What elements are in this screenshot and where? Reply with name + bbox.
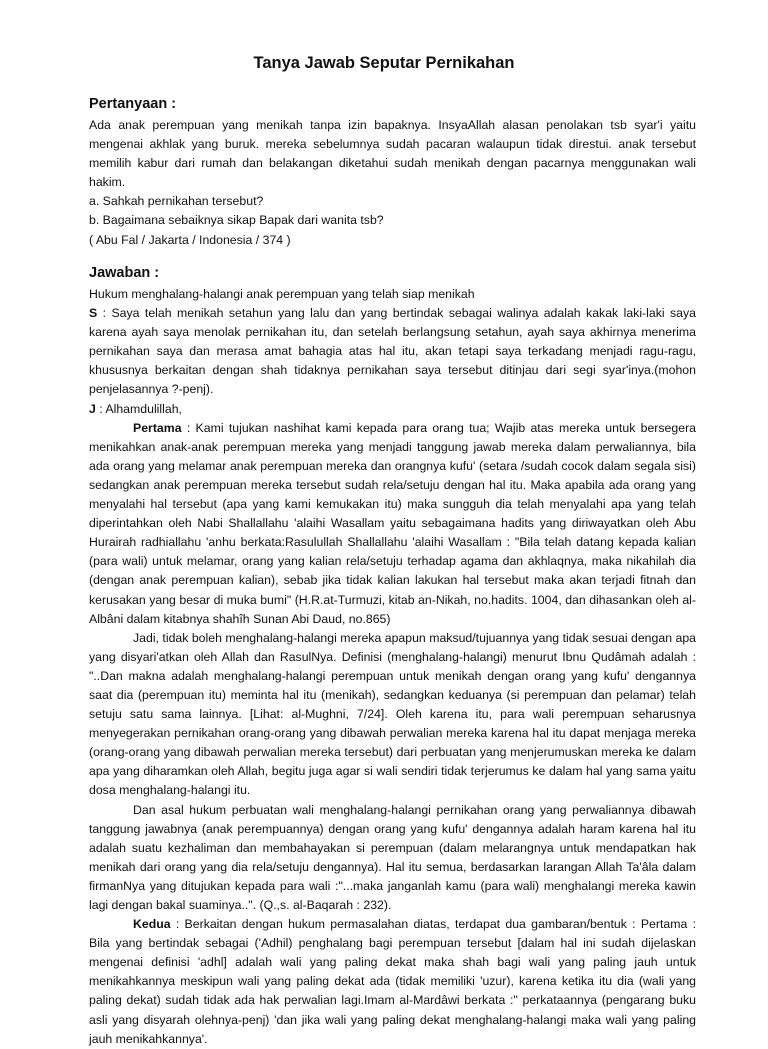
s-label: S <box>89 306 98 321</box>
answer-heading: Jawaban : <box>89 265 160 281</box>
question-sender: ( Abu Fal / Jakarta / Indonesia / 374 ) <box>89 232 291 247</box>
pertama-paragraph <box>89 419 696 629</box>
answer-section <box>89 285 696 1049</box>
asal-hukum-paragraph: Dan asal hukum perbuatan wali menghalang-halangi pernikahan orang yang perwaliannya dibawah tanggung jawabnya (anak perempuannya) dengan orang yang kufu' dengannya adalah haram karena hal itu adalah suatu kezhaliman dan membahayakan si perempuan (dalam melarangnya untuk mendapatkan hak menikah dari orang yang dia rela/setuju dengannya). Hal itu semua, berdasarkan larangan Allah Ta'âla dalam firmanNya yang ditujukan kepada para wali :"...maka janganlah kamu (para wali) menghalangi mereka kawin lagi dengan bakal suaminya..". (Q.,s. al-Baqarah : 232). <box>89 802 696 912</box>
j-text: : Alhamdulillah, <box>95 401 182 416</box>
answer-reply-paragraph <box>89 400 696 419</box>
answer-question-paragraph <box>89 304 696 399</box>
pertama-label: Pertama <box>133 420 182 435</box>
answer-subtitle: Hukum menghalang-halangi anak perempuan yang telah siap menikah <box>89 287 475 301</box>
kedua-label: Kedua <box>133 917 171 932</box>
question-section <box>89 116 696 250</box>
document-title: Tanya Jawab Seputar Pernikahan <box>253 54 515 72</box>
question-heading: Pertanyaan : <box>89 96 177 112</box>
question-item-a: a. Sahkah pernikahan tersebut? <box>89 194 264 209</box>
kedua-paragraph <box>89 915 696 1049</box>
pertama-text: : Kami tujukan nashihat kami kepada para orang tua; Wajib atas mereka untuk bersegera menikahkan anak-anak perempuan mereka yang menjadi tanggung jawab mereka dalam perwaliannya, bila ada orang yang melamar anak perempuan mereka dan orangnya kufu' (setara /sudah cocok dalam segala sisi) sedangkan anak perempuan mereka tersebut sudah rela/setuju dengan hal itu. Maka apabila ada orang yang menyalahi hal tersebut (apa yang kami kemukakan itu) maka sungguh dia telah menyalahi apa yang telah diperintahkan oleh Nabi Shallallahu 'alaihi Wasallam yaitu sebagaimana hadits yang diriwayatkan oleh Abu Hurairah radhiallahu 'anhu berkata:Rasulullah Shallallahu 'alaihi Wasallam : "Bila telah datang kepada kalian (para wali) untuk melamar, orang yang kalian rela/setuju terhadap agama dan akhlaqnya, maka nikahilah dia (dengan anak perempuan kalian), sebab jika tidak kalian lakukan hal tersebut maka akan terjadi fitnah dan kerusakan yang besar di muka bumi" (H.R.at-Turmuzi, kitab an-Nikah, no.hadits. 1004, dan dihasankan oleh al-Albâni dalam kitabnya shahîh Sunan Abi Daud, no.865) <box>89 420 696 626</box>
j-label: J <box>89 401 96 416</box>
s-text: : Saya telah menikah setahun yang lalu dan yang bertindak sebagai walinya adalah kakak laki-laki saya karena ayah saya menolak pernikahan itu, dan setelah berlangsung setahun, ayah saya akhirnya menerima pernikahan saya dan merasa amat bahagia atas hal itu, akan tetapi saya terkadang menjadi ragu-ragu, khususnya berkaitan dengan shah tidaknya pernikahan saya tersebut ditinjau dari segi syar'inya.(mohon penjelasannya ?-penj). <box>89 306 696 397</box>
jadi-paragraph: Jadi, tidak boleh menghalang-halangi mereka apapun maksud/tujuannya yang tidak sesuai dengan apa yang disyari'atkan oleh Allah dan RasulNya. Definisi (menghalang-halangi) menurut Ibnu Qudâmah adalah : "..Dan makna adalah menghalang-halangi perempuan untuk menikah dengan orang yang kufu' dengannya saat dia (perempuan itu) meminta hal itu (menikah), sedangkan keduanya (si perempuan dan pelamar) telah setuju satu sama lainnya. [Lihat: al-Mughni, 7/24]. Oleh karena itu, para wali perempuan seharusnya menyegerakan pernikahan orang-orang yang dibawah perwalian mereka karena hal itu dapat menjaga mereka (orang-orang yang dibawah perwalian mereka tersebut) dari perbuatan yang menjerumuskan mereka ke dalam apa yang diharamkan oleh Allah, begitu juga agar si wali sendiri tidak terjerumus ke dalam hal yang sama yaitu dosa menghalang-halangi itu. <box>89 630 696 798</box>
kedua-text: : Berkaitan dengan hukum permasalahan diatas, terdapat dua gambaran/bentuk : Pertama : Bila yang bertindak sebagai ('Adhil) penghalang bagi perempuan tersebut [dalam hal ini sudah dijelaskan mengenai definisi 'adhl] adalah wali yang paling dekat maka shah bagi wali yang paling jauh untuk menikahkannya meskipun wali yang paling dekat ada (tidak memiliki 'uzur), karena ketika itu dia (wali yang paling dekat) sudah tidak ada hak perwalian lagi.Imam al-Mardâwi berkata :" perkataannya (pengarang buku asli yang disyarah olehnya-penj) 'dan jika wali yang paling dekat menghalang-halangi maka wali yang paling jauh menikahkannya'. <box>89 917 696 1046</box>
question-item-b: b. Bagaimana sebaiknya sikap Bapak dari wanita tsb? <box>89 213 384 228</box>
question-body: Ada anak perempuan yang menikah tanpa izin bapaknya. InsyaAllah alasan penolakan tsb syar'i yaitu mengenai akhlak yang buruk. mereka sebelumnya sudah pacaran walaupun tidak direstui. anak tersebut memilih kabur dari rumah dan belakangan diketahui sudah menikah dengan pacarnya menggunakan wali hakim. <box>89 118 696 190</box>
